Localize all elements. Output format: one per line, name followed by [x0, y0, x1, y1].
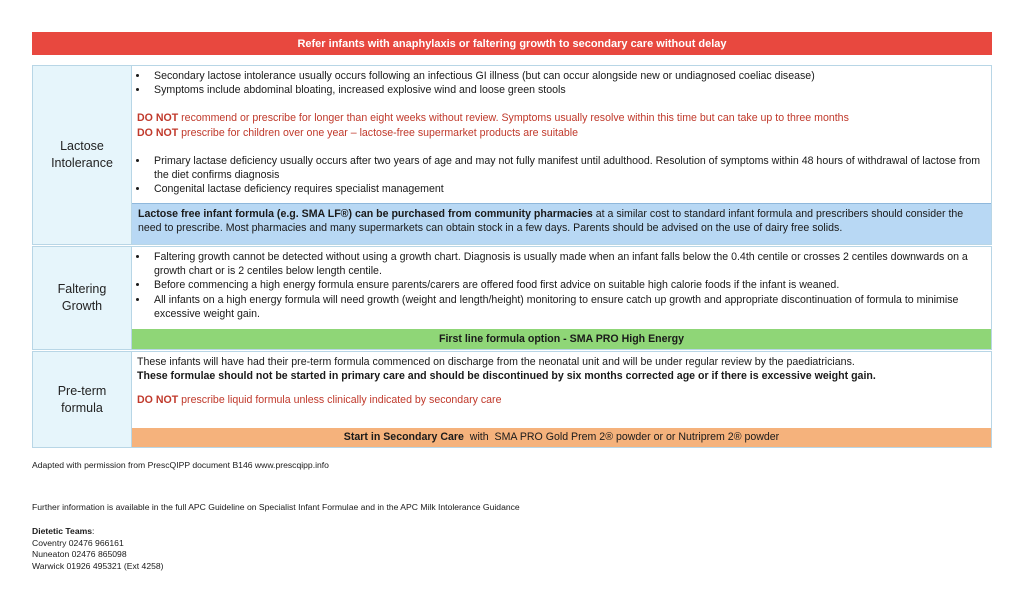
section-preterm-formula [32, 351, 992, 448]
referral-banner: Refer infants with anaphylaxis or faltering growth to secondary care without delay [32, 32, 992, 55]
lactose-bullets-1 [137, 69, 987, 97]
section-faltering-growth [32, 246, 992, 350]
list-item: • Symptoms include abdominal bloating, increased explosive wind and loose green stools [149, 83, 987, 97]
warning-line: DO NOT prescribe for children over one year – lactose-free supermarket products are suitable [137, 126, 579, 139]
label-lactose-line1: Lactose [60, 139, 104, 153]
preterm-info: These infants will have had their pre-term formula commenced on discharge from the neonatal unit and will be under regular review by the paediatricians. [137, 356, 855, 368]
label-lactose-line2: Intolerance [51, 156, 113, 170]
dietetic-teams-title: Dietetic Teams: [32, 526, 95, 536]
label-preterm-line1: Pre-term [57, 383, 107, 398]
first-line-formula-bar: First line formula option - SMA PRO High Energy [132, 329, 991, 349]
section-label-lactose [33, 66, 132, 244]
list-item: • Secondary lactose intolerance usually occurs following an infectious GI illness (but can occur alongside new or undiagnosed coeliac disease) [149, 69, 987, 83]
preterm-instruction: These formulae should not be started in primary care and should be discontinued by six months corrected age or if there is excessive weight gain. [137, 370, 876, 383]
section-content-faltering [132, 247, 991, 349]
warning-line: DO NOT prescribe liquid formula unless clinically indicated by secondary care [137, 394, 502, 407]
list-item: Warwick 01926 495321 (Ext 4258) [32, 560, 164, 571]
label-faltering-line2: Growth [61, 299, 103, 313]
label-faltering-line1: Faltering [57, 282, 107, 296]
list-item: • Before commencing a high energy formula ensure parents/carers are offered food first advice on suitable high calorie foods if the infant is weaned. [149, 278, 987, 292]
list-item: • Faltering growth cannot be detected without using a growth chart. Diagnosis is usually made when an infant falls below the 0.4th centile or crosses 2 centiles downwards on a growth chart or is 2 centiles below length centile. [149, 250, 987, 278]
list-item: • Primary lactase deficiency usually occurs after two years of age and may not fully manifest until adulthood. Resolution of symptoms within 48 hours of withdrawal of lactose from the diet confirms diagnosis [149, 154, 987, 182]
section-label-faltering [33, 247, 132, 349]
warning-line: DO NOT recommend or prescribe for longer than eight weeks without review. Symptoms usually resolve within this time but can take up to three months [137, 112, 849, 125]
label-preterm-line2: formula [61, 400, 103, 415]
list-item: • All infants on a high energy formula will need growth (weight and length/height) monitoring to ensure catch up growth and appropriate discontinuation of formula to minimise excessive weight gain. [149, 293, 987, 321]
list-item: Nuneaton 02476 865098 [32, 549, 127, 559]
secondary-care-bar: Start in Secondary Care with SMA PRO Gold Prem 2® powder or or Nutriprem 2® powder [132, 428, 991, 447]
further-info-note: Further information is available in the full APC Guideline on Specialist Infant Formulae and in the APC Milk Intolerance Guidance [32, 502, 520, 512]
section-content-lactose [132, 66, 991, 244]
dietetic-teams [32, 526, 164, 572]
section-lactose-intolerance [32, 65, 992, 245]
list-item: Coventry 02476 966161 [32, 537, 124, 548]
lactose-bullets-2 [137, 154, 987, 197]
faltering-bullets [137, 250, 987, 321]
section-content-preterm [132, 352, 991, 447]
section-label-preterm [33, 352, 132, 447]
list-item: • Congenital lactase deficiency requires specialist management [149, 182, 987, 196]
lactose-free-formula-note: Lactose free infant formula (e.g. SMA LF®) can be purchased from community pharmacies at a similar cost to standard infant formula and prescribers should consider the need to prescribe. Most pharmacies and many supermarkets can obtain stock in a few days. Parents should be advised on the use of dairy free solids. [132, 203, 991, 244]
adapted-note: Adapted with permission from PrescQIPP document B146 www.prescqipp.info [32, 460, 329, 470]
